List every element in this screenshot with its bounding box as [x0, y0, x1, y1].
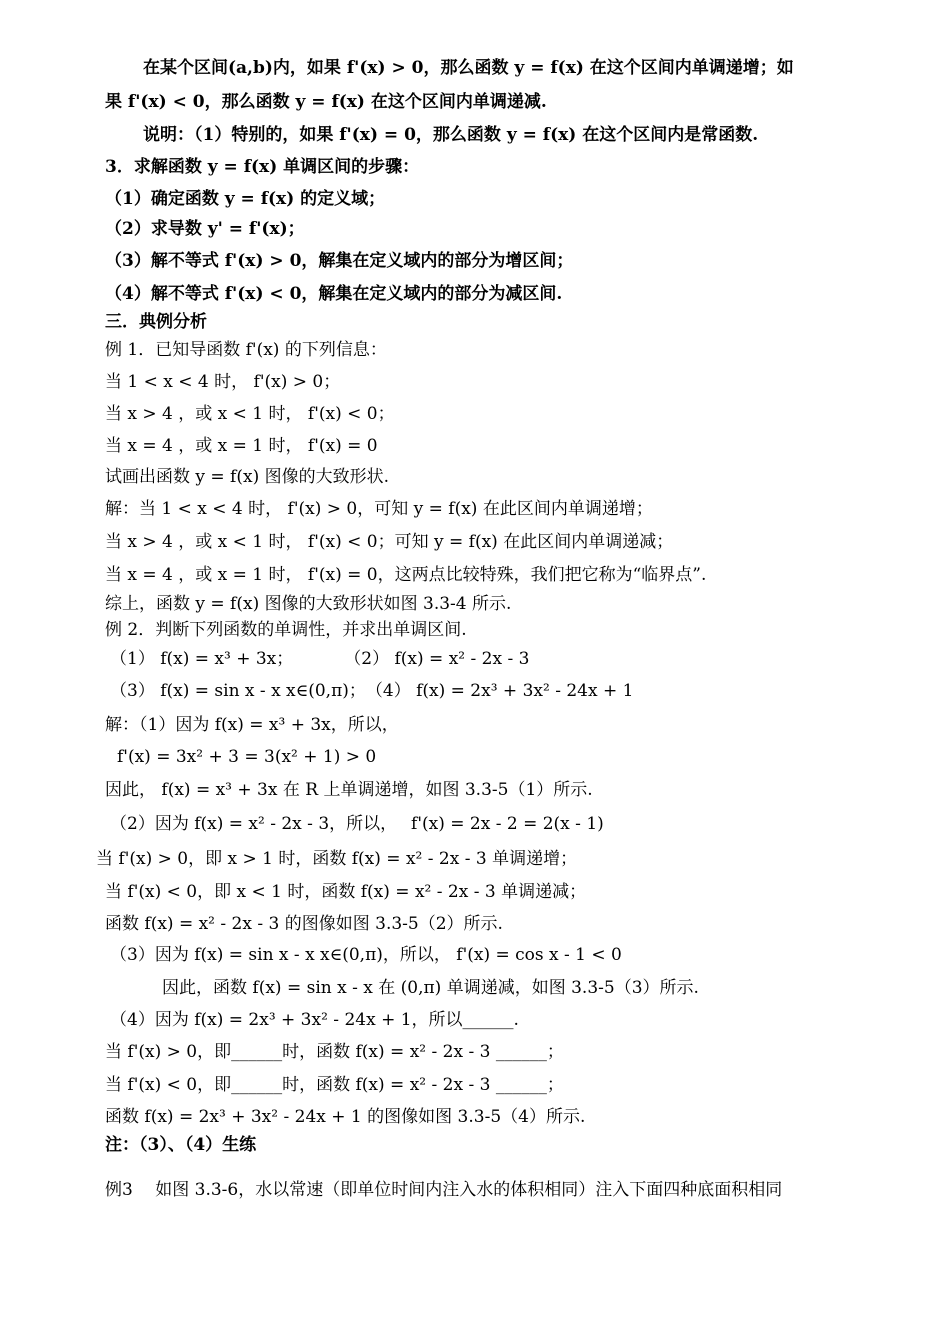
section-heading: 三．典例分析 — [105, 312, 207, 332]
text-line: 解：当 1 < x < 4 时， f'(x) > 0，可知 y = f(x) 在此区间内单调递增； — [105, 499, 653, 519]
formula-line: f'(x) = 3x² + 3 = 3(x² + 1) > 0 — [117, 747, 377, 767]
text-line: 因此， f(x) = x³ + 3x 在 R 上单调递增，如图 3.3-5（1）所示. — [105, 780, 593, 800]
section-heading: 3．求解函数 y = f(x) 单调区间的步骤： — [105, 157, 420, 177]
text-line: 综上，函数 y = f(x) 图像的大致形状如图 3.3-4 所示. — [105, 594, 512, 614]
text-line: （4）因为 f(x) = 2x³ + 3x² - 24x + 1，所以______. — [110, 1010, 519, 1030]
example-heading: 例3 如图 3.3-6，水以常速（即单位时间内注入水的体积相同）注入下面四种底面积相同 — [105, 1180, 783, 1200]
text-line: （4）解不等式 f'(x) < 0，解集在定义域内的部分为减区间. — [105, 284, 563, 304]
text-line: （1） f(x) = x³ + 3x； （2） f(x) = x² - 2x - 3 — [110, 649, 530, 669]
text-line: 函数 f(x) = 2x³ + 3x² - 24x + 1 的图像如图 3.3-5（4）所示. — [105, 1107, 586, 1127]
text-line: （1）确定函数 y = f(x) 的定义域； — [105, 189, 386, 209]
text-line: （3）因为 f(x) = sin x - x x∈(0,π)，所以， f'(x) = cos x - 1 < 0 — [110, 945, 622, 965]
text-line: 函数 f(x) = x² - 2x - 3 的图像如图 3.3-5（2）所示. — [105, 914, 503, 934]
text-line: 说明：（1）特别的，如果 f'(x) = 0，那么函数 y = f(x) 在这个区间内是常函数. — [143, 125, 759, 145]
text-line: 当 f'(x) < 0，即 x < 1 时，函数 f(x) = x² - 2x - 3 单调递减； — [105, 882, 587, 902]
text-line: （3） f(x) = sin x - x x∈(0,π)； （4） f(x) = 2x³ + 3x² - 24x + 1 — [110, 681, 634, 701]
text-line: 当 x = 4 ，或 x = 1 时， f'(x) = 0，这两点比较特殊，我们把它称为“临界点”. — [105, 565, 707, 585]
text-line: 当 x > 4 ，或 x < 1 时， f'(x) < 0； — [105, 404, 395, 424]
text-line: 当 1 < x < 4 时， f'(x) > 0； — [105, 372, 341, 392]
text-line: 当 x > 4 ，或 x < 1 时， f'(x) < 0；可知 y = f(x) 在此区间内单调递减； — [105, 532, 674, 552]
text-line: （2）因为 f(x) = x² - 2x - 3，所以， f'(x) = 2x - 2 = 2(x - 1) — [110, 814, 604, 834]
text-line: 当 f'(x) > 0，即 x > 1 时，函数 f(x) = x² - 2x - 3 单调递增； — [96, 849, 578, 869]
example-heading: 例 2．判断下列函数的单调性，并求出单调区间. — [105, 620, 467, 640]
note-line: 注：（3）、（4）生练 — [105, 1135, 257, 1155]
text-line: 因此，函数 f(x) = sin x - x 在 (0,π) 单调递减，如图 3.3-5（3）所示. — [162, 978, 699, 998]
text-line: 试画出函数 y = f(x) 图像的大致形状. — [105, 467, 390, 487]
text-line: 当 f'(x) < 0，即______时，函数 f(x) = x² - 2x - 3 ______； — [105, 1075, 564, 1095]
text-line: 当 f'(x) > 0，即______时，函数 f(x) = x² - 2x - 3 ______； — [105, 1042, 564, 1062]
text-line: 在某个区间(a,b)内，如果 f'(x) > 0，那么函数 y = f(x) 在这个区间内单调递增；如 — [143, 58, 794, 78]
text-line: 当 x = 4 ，或 x = 1 时， f'(x) = 0 — [105, 436, 378, 456]
text-line: 解：（1）因为 f(x) = x³ + 3x，所以， — [105, 715, 399, 735]
example-heading: 例 1．已知导函数 f'(x) 的下列信息： — [105, 340, 387, 360]
text-line: （2）求导数 y' = f'(x)； — [105, 219, 305, 239]
text-line: （3）解不等式 f'(x) > 0，解集在定义域内的部分为增区间； — [105, 251, 574, 271]
text-line: 果 f'(x) < 0，那么函数 y = f(x) 在这个区间内单调递减. — [105, 92, 547, 112]
